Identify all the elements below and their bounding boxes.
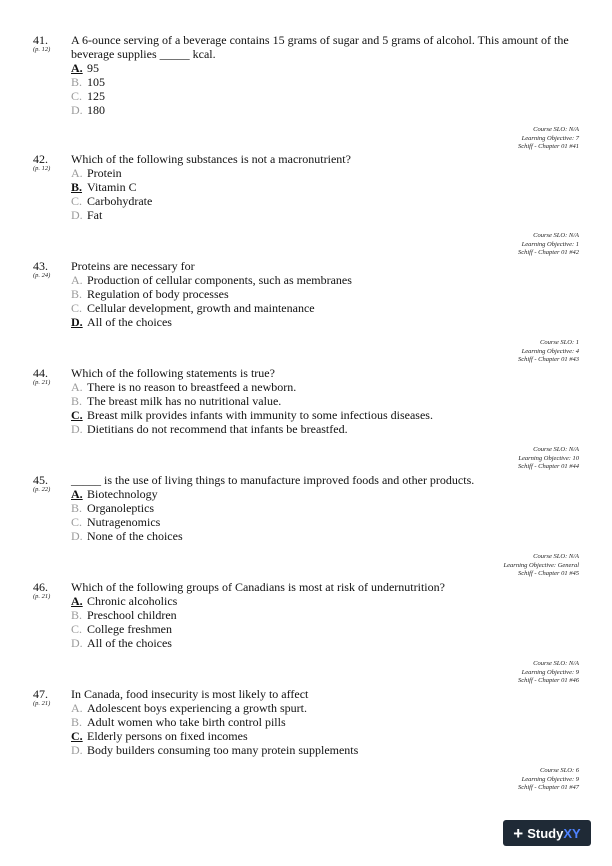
choice-d: [71, 743, 358, 757]
page-reference: (p. 12): [33, 46, 51, 53]
choice-letter: A.: [71, 594, 83, 608]
choice-text: Vitamin C: [87, 180, 137, 194]
plus-icon: +: [513, 823, 524, 843]
choice-c: [71, 408, 433, 422]
choice-letter: C.: [71, 89, 83, 103]
choice-text: Regulation of body processes: [87, 287, 229, 301]
question-stem: _____ is the use of living things to manufacture improved foods and other products.: [71, 473, 475, 487]
choice-a: [71, 594, 177, 608]
choice-letter: D.: [71, 743, 83, 757]
choice-letter: B.: [71, 180, 83, 194]
choice-text: Biotechnology: [87, 487, 158, 501]
question-stem: Proteins are necessary for: [71, 259, 195, 273]
choice-letter: D.: [71, 422, 83, 436]
page-reference: (p. 22): [33, 486, 51, 493]
choice-a: [71, 273, 352, 287]
choice-list: [71, 166, 152, 222]
question-stem: Which of the following substances is not a macronutrient?: [71, 152, 351, 166]
page-reference: (p. 24): [33, 272, 51, 279]
chapter-reference: Schiff - Chapter 01 #47: [517, 784, 579, 791]
question-number: 45.: [33, 473, 48, 487]
question-number: 44.: [33, 366, 48, 380]
choice-d: [71, 529, 183, 543]
choice-c: [71, 729, 358, 743]
question-metadata: [518, 660, 579, 686]
choice-letter: D.: [71, 103, 83, 117]
course-slo: Course SLO: N/A: [533, 232, 579, 239]
question-metadata: [518, 446, 579, 472]
course-slo: Course SLO: N/A: [533, 660, 579, 667]
choice-text: 125: [87, 89, 105, 103]
choice-d: [71, 636, 177, 650]
question-metadata: [518, 339, 579, 365]
choice-c: [71, 301, 352, 315]
question-number: 47.: [33, 687, 48, 701]
choice-letter: B.: [71, 394, 83, 408]
choice-text: Cellular development, growth and maintenance: [87, 301, 315, 315]
choice-text: Protein: [87, 166, 122, 180]
choice-text: There is no reason to breastfeed a newborn.: [87, 380, 297, 394]
choice-text: Chronic alcoholics: [87, 594, 178, 608]
choice-letter: C.: [71, 301, 83, 315]
choice-b: [71, 287, 352, 301]
question-number: 41.: [33, 33, 48, 47]
choice-a: [71, 487, 183, 501]
learning-objective: Learning Objective: 7: [521, 134, 579, 142]
choice-list: [71, 61, 105, 117]
question-number: 42.: [33, 152, 48, 166]
choice-b: [71, 608, 177, 622]
choice-letter: C.: [71, 408, 83, 422]
choice-d: [71, 208, 152, 222]
choice-text: 95: [87, 61, 99, 75]
choice-text: Nutragenomics: [87, 515, 161, 529]
chapter-reference: Schiff - Chapter 01 #46: [517, 677, 579, 684]
choice-c: [71, 89, 105, 103]
choice-letter: B.: [71, 75, 83, 89]
choice-letter: C.: [71, 515, 83, 529]
choice-letter: D.: [71, 529, 83, 543]
choice-letter: B.: [71, 501, 83, 515]
question-stem: In Canada, food insecurity is most likely to affect: [71, 687, 309, 701]
choice-text: Organoleptics: [87, 501, 155, 515]
question-metadata: [518, 232, 579, 258]
choice-letter: C.: [71, 194, 83, 208]
learning-objective: Learning Objective: 1: [521, 240, 579, 248]
choice-text: Carbohydrate: [87, 194, 153, 208]
choice-letter: D.: [71, 636, 83, 650]
learning-objective: Learning Objective: 10: [518, 454, 579, 462]
choice-letter: A.: [71, 166, 83, 180]
choice-letter: A.: [71, 380, 83, 394]
question-metadata: [518, 126, 579, 152]
choice-text: Preschool children: [87, 608, 177, 622]
course-slo: Course SLO: N/A: [533, 446, 579, 453]
choice-text: Production of cellular components, such as membranes: [87, 273, 352, 287]
course-slo: Course SLO: 1: [539, 339, 579, 346]
question-metadata: [518, 767, 579, 793]
choice-text: Adolescent boys experiencing a growth spurt.: [87, 701, 307, 715]
studyxy-logo[interactable]: [503, 820, 591, 846]
choice-b: [71, 75, 105, 89]
learning-objective: Learning Objective: General: [503, 561, 579, 569]
choice-letter: D.: [71, 315, 83, 329]
course-slo: Course SLO: N/A: [533, 126, 579, 133]
choice-d: [71, 422, 433, 436]
page-reference: (p. 12): [33, 165, 51, 172]
choice-c: [71, 194, 152, 208]
choice-b: [71, 394, 433, 408]
choice-text: None of the choices: [87, 529, 183, 543]
choice-letter: A.: [71, 487, 83, 501]
choice-text: Breast milk provides infants with immunity to some infectious diseases.: [87, 408, 433, 422]
choice-d: [71, 315, 352, 329]
question-stem: A 6-ounce serving of a beverage contains 15 grams of sugar and 5 grams of alcohol. This amount of the beverage supplies _____ kcal.: [71, 33, 569, 61]
choice-text: All of the choices: [87, 636, 172, 650]
chapter-reference: Schiff - Chapter 01 #44: [517, 463, 579, 470]
choice-list: [71, 594, 177, 650]
choice-list: [71, 273, 352, 329]
choice-text: Adult women who take birth control pills: [87, 715, 286, 729]
choice-a: [71, 166, 152, 180]
learning-objective: Learning Objective: 4: [521, 347, 579, 355]
page-reference: (p. 21): [33, 379, 51, 386]
choice-letter: D.: [71, 208, 83, 222]
choice-b: [71, 715, 358, 729]
choice-letter: B.: [71, 608, 83, 622]
learning-objective: Learning Objective: 9: [521, 668, 579, 676]
choice-letter: A.: [71, 61, 83, 75]
chapter-reference: Schiff - Chapter 01 #45: [517, 570, 579, 577]
course-slo: Course SLO: 6: [539, 767, 579, 774]
choice-letter: A.: [71, 273, 83, 287]
choice-list: [71, 487, 183, 543]
choice-list: [71, 380, 433, 436]
choice-b: [71, 501, 183, 515]
question-number: 46.: [33, 580, 48, 594]
choice-letter: C.: [71, 622, 83, 636]
question-metadata: [504, 553, 579, 579]
choice-b: [71, 180, 152, 194]
question-stem: Which of the following statements is true?: [71, 366, 275, 380]
chapter-reference: Schiff - Chapter 01 #42: [517, 249, 579, 256]
choice-a: [71, 701, 358, 715]
choice-c: [71, 515, 183, 529]
question-stem: Which of the following groups of Canadians is most at risk of undernutrition?: [71, 580, 445, 594]
learning-objective: Learning Objective: 9: [521, 775, 579, 783]
logo-text-xy: XY: [563, 825, 581, 841]
choice-letter: B.: [71, 715, 83, 729]
choice-a: [71, 380, 433, 394]
choice-text: The breast milk has no nutritional value.: [87, 394, 282, 408]
choice-letter: C.: [71, 729, 83, 743]
course-slo: Course SLO: N/A: [533, 553, 579, 560]
logo-text-study: Study: [527, 825, 564, 841]
page-reference: (p. 21): [33, 700, 51, 707]
page-reference: (p. 21): [33, 593, 51, 600]
choice-letter: B.: [71, 287, 83, 301]
choice-letter: A.: [71, 701, 83, 715]
chapter-reference: Schiff - Chapter 01 #41: [517, 143, 579, 150]
choice-text: Dietitians do not recommend that infants be breastfed.: [87, 422, 348, 436]
choice-d: [71, 103, 105, 117]
chapter-reference: Schiff - Chapter 01 #43: [517, 356, 579, 363]
question-number: 43.: [33, 259, 48, 273]
choice-text: All of the choices: [87, 315, 172, 329]
choice-text: Elderly persons on fixed incomes: [87, 729, 248, 743]
choice-c: [71, 622, 177, 636]
choice-text: Fat: [87, 208, 103, 222]
choice-a: [71, 61, 105, 75]
choice-text: 180: [87, 103, 105, 117]
choice-list: [71, 701, 358, 757]
choice-text: Body builders consuming too many protein supplements: [87, 743, 359, 757]
choice-text: 105: [87, 75, 105, 89]
choice-text: College freshmen: [87, 622, 172, 636]
